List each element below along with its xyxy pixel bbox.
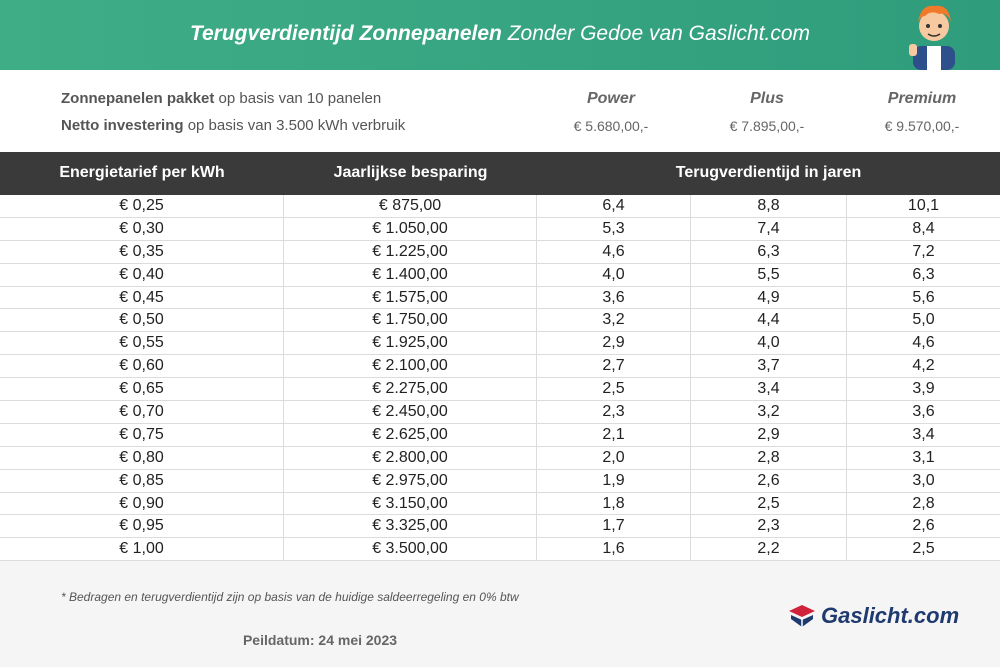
table-cell: 4,4 <box>691 309 847 331</box>
table-cell: 2,5 <box>537 378 691 400</box>
table-cell: € 0,40 <box>0 264 284 286</box>
header-banner <box>0 0 1000 70</box>
table-row <box>0 515 1000 538</box>
table-cell: 2,8 <box>691 447 847 469</box>
table-cell: 2,6 <box>691 470 847 492</box>
table-cell: € 0,90 <box>0 493 284 515</box>
table-cell: € 0,30 <box>0 218 284 240</box>
table-cell: € 2.625,00 <box>284 424 537 446</box>
table-cell: 4,6 <box>912 334 935 352</box>
table-cell: 7,2 <box>912 242 935 260</box>
reference-date: Peildatum: 24 mei 2023 <box>242 632 398 648</box>
table-cell: 5,3 <box>537 218 691 240</box>
table-cell: € 1.400,00 <box>284 264 537 286</box>
table-row <box>0 241 1000 264</box>
table-cell: € 0,55 <box>0 332 284 354</box>
table-cell: 2,3 <box>691 515 847 537</box>
table-row <box>0 264 1000 287</box>
table-cell: € 1,00 <box>0 538 284 560</box>
table-row <box>0 309 1000 332</box>
package-power-name: Power <box>586 90 635 107</box>
table-cell: € 1.050,00 <box>284 218 537 240</box>
table-row <box>0 538 1000 561</box>
table-cell: € 0,85 <box>0 470 284 492</box>
table-cell: 10,1 <box>907 197 940 214</box>
table-cell: 8,4 <box>912 219 935 237</box>
table-cell: € 0,25 <box>0 195 284 217</box>
brand-logo[interactable] <box>787 602 959 630</box>
table-cell: € 0,70 <box>0 401 284 423</box>
table-cell: 3,2 <box>537 309 691 331</box>
page-title: Terugverdientijd Zonnepanelen Zonder Gedoe van Gaslicht.com <box>189 22 811 45</box>
table-cell: 6,3 <box>912 265 935 283</box>
package-premium-name: Premium <box>887 90 957 107</box>
table-row <box>0 401 1000 424</box>
table-cell: € 0,65 <box>0 378 284 400</box>
table-cell: 5,6 <box>912 288 935 306</box>
header-payback-years: Terugverdientijd in jaren <box>675 164 862 181</box>
table-cell: 3,6 <box>912 403 935 421</box>
table-row <box>0 378 1000 401</box>
table-body <box>0 195 1000 561</box>
table-cell: 2,3 <box>537 401 691 423</box>
table-cell: 3,4 <box>912 425 935 443</box>
table-cell: € 2.800,00 <box>284 447 537 469</box>
table-cell: 3,9 <box>912 380 935 398</box>
table-cell: 3,0 <box>912 471 935 489</box>
table-cell: 1,6 <box>537 538 691 560</box>
table-header <box>0 152 1000 195</box>
table-cell: 2,1 <box>537 424 691 446</box>
table-cell: 4,0 <box>537 264 691 286</box>
package-info <box>0 70 1000 152</box>
table-cell: 2,8 <box>912 494 935 512</box>
table-cell: € 0,50 <box>0 309 284 331</box>
table-row <box>0 447 1000 470</box>
table-cell: 2,5 <box>912 540 935 558</box>
header-annual-savings: Jaarlijkse besparing <box>333 164 488 181</box>
table-cell: € 0,60 <box>0 355 284 377</box>
table-row <box>0 287 1000 310</box>
table-cell: 3,7 <box>691 355 847 377</box>
table-cell: € 1.750,00 <box>284 309 537 331</box>
table-cell: € 3.500,00 <box>284 538 537 560</box>
table-cell: 2,0 <box>537 447 691 469</box>
package-premium-price: € 9.570,00,- <box>884 118 960 134</box>
table-cell: € 2.450,00 <box>284 401 537 423</box>
table-cell: € 3.150,00 <box>284 493 537 515</box>
table-cell: € 1.225,00 <box>284 241 537 263</box>
table-row <box>0 470 1000 493</box>
table-row <box>0 332 1000 355</box>
table-cell: € 2.275,00 <box>284 378 537 400</box>
table-cell: 2,9 <box>691 424 847 446</box>
table-row <box>0 218 1000 241</box>
table-cell: 3,1 <box>912 448 935 466</box>
table-cell: 2,9 <box>537 332 691 354</box>
table-cell: 3,6 <box>537 287 691 309</box>
header-energy-tariff: Energietarief per kWh <box>59 164 225 181</box>
table-cell: 4,0 <box>691 332 847 354</box>
package-plus-name: Plus <box>750 90 784 107</box>
package-line: Zonnepanelen pakket op basis van 10 panelen <box>61 90 382 107</box>
table-cell: 4,2 <box>912 357 935 375</box>
table-cell: 8,8 <box>691 195 847 217</box>
table-row <box>0 493 1000 516</box>
table-cell: € 2.975,00 <box>284 470 537 492</box>
table-row <box>0 424 1000 447</box>
table-cell: 2,2 <box>691 538 847 560</box>
table-cell: 1,8 <box>537 493 691 515</box>
mascot-illustration <box>903 0 965 70</box>
table-row <box>0 195 1000 218</box>
investment-line: Netto investering op basis van 3.500 kWh verbruik <box>61 117 406 134</box>
package-plus-price: € 7.895,00,- <box>729 118 805 134</box>
table-cell: 4,6 <box>537 241 691 263</box>
table-cell: 6,4 <box>537 195 691 217</box>
table-cell: 2,5 <box>691 493 847 515</box>
table-cell: € 0,80 <box>0 447 284 469</box>
table-cell: € 0,75 <box>0 424 284 446</box>
table-cell: € 1.575,00 <box>284 287 537 309</box>
logo-text: Gaslicht.com <box>821 603 960 628</box>
table-cell: 7,4 <box>691 218 847 240</box>
package-power-price: € 5.680,00,- <box>573 118 649 134</box>
footnote: * Bedragen en terugverdientijd zijn op basis van de huidige saldeerregeling en 0% btw <box>61 590 519 604</box>
table-cell: € 1.925,00 <box>284 332 537 354</box>
table-cell: 3,2 <box>691 401 847 423</box>
table-cell: 1,7 <box>537 515 691 537</box>
table-row <box>0 355 1000 378</box>
table-cell: 4,9 <box>691 287 847 309</box>
flame-logo-icon <box>787 603 817 629</box>
table-cell: € 875,00 <box>284 195 537 217</box>
table-cell: € 0,95 <box>0 515 284 537</box>
table-cell: 3,4 <box>691 378 847 400</box>
table-cell: € 2.100,00 <box>284 355 537 377</box>
table-cell: € 3.325,00 <box>284 515 537 537</box>
table-cell: 2,7 <box>537 355 691 377</box>
table-cell: 1,9 <box>537 470 691 492</box>
table-cell: 5,0 <box>912 311 935 329</box>
table-cell: € 0,35 <box>0 241 284 263</box>
table-cell: 2,6 <box>912 517 935 535</box>
table-cell: 6,3 <box>691 241 847 263</box>
table-cell: € 0,45 <box>0 287 284 309</box>
table-cell: 5,5 <box>691 264 847 286</box>
